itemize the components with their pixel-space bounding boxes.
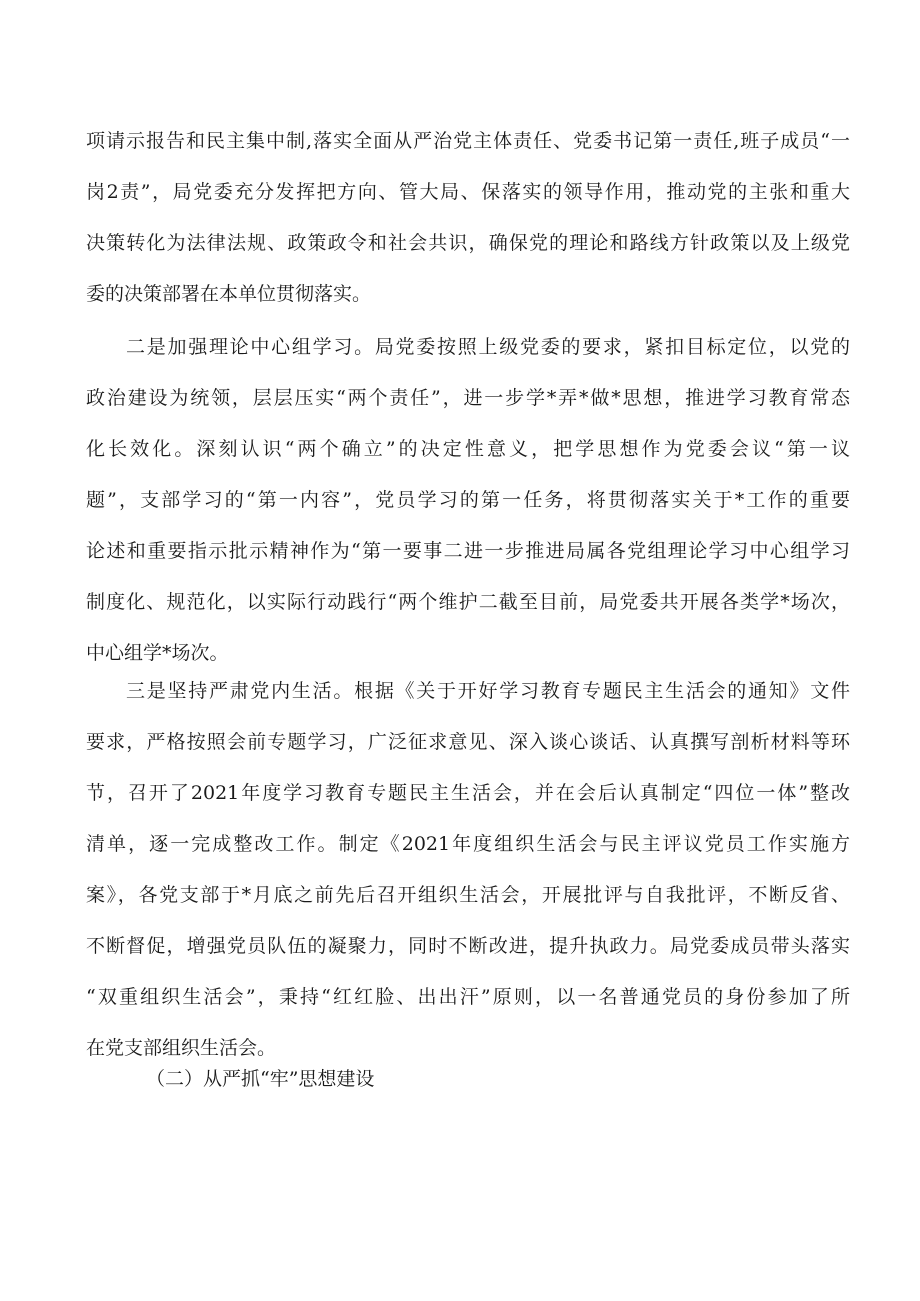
paragraph-line: 要求，严格按照会前专题学习，广泛征求意见、深入谈心谈话、认真撰写剖析材料等环: [86, 731, 850, 753]
paragraph-line: 节，召开了2021年度学习教育专题民主生活会，并在会后认真制定“四位一体”整改: [86, 782, 850, 804]
paragraph-3: [86, 666, 850, 1074]
paragraph-line: 政治建设为统领，层层压实“两个责任”，进一步学*弄*做*思想，推进学习教育常态: [86, 387, 850, 409]
paragraph-line: 项请示报告和民主集中制,落实全面从严治党主体责任、党委书记第一责任,班子成员“一: [86, 130, 850, 152]
section-heading: （二）从严抓“牢”思想建设: [146, 1068, 375, 1090]
paragraph-line: 化长效化。深刻认识“两个确立”的决定性意义，把学思想作为党委会议“第一议: [86, 438, 850, 460]
paragraph-line: 论述和重要指示批示精神作为“第一要事二进一步推进局属各党组理论学习中心组学习: [86, 540, 850, 562]
paragraph-line: 清单，逐一完成整改工作。制定《2021年度组织生活会与民主评议党员工作实施方: [86, 833, 850, 855]
paragraph-line: 决策转化为法律法规、政策政令和社会共识，确保党的理论和路线方针政策以及上级党: [86, 232, 850, 254]
paragraph-line: 题”，支部学习的“第一内容”，党员学习的第一任务，将贯彻落实关于*工作的重要: [86, 489, 850, 511]
paragraph-line: “双重组织生活会”，秉持“红红脸、出出汗”原则，以一名普通党员的身份参加了所: [86, 986, 850, 1008]
paragraph-1: [86, 116, 850, 320]
paragraph-line: 中心组学*场次。: [86, 642, 229, 664]
paragraph-line: 案》，各党支部于*月底之前先后召开组织生活会，开展批评与自我批评，不断反省、: [86, 884, 850, 906]
paragraph-line: 二是加强理论中心组学习。局党委按照上级党委的要求，紧扣目标定位，以党的: [126, 336, 850, 358]
paragraph-line: 制度化、规范化，以实际行动践行“两个维护二截至目前，局党委共开展各类学*场次，: [86, 591, 850, 613]
paragraph-line: 三是坚持严肃党内生活。根据《关于开好学习教育专题民主生活会的通知》文件: [126, 680, 850, 702]
paragraph-line: 委的决策部署在本单位贯彻落实。: [86, 283, 372, 305]
paragraph-line: 在党支部组织生活会。: [86, 1037, 277, 1059]
paragraph-line: 不断督促，增强党员队伍的凝聚力，同时不断改进，提升执政力。局党委成员带头落实: [86, 935, 850, 957]
paragraph-2: [86, 322, 850, 679]
paragraph-line: 岗2责”，局党委充分发挥把方向、管大局、保落实的领导作用，推动党的主张和重大: [86, 181, 850, 203]
